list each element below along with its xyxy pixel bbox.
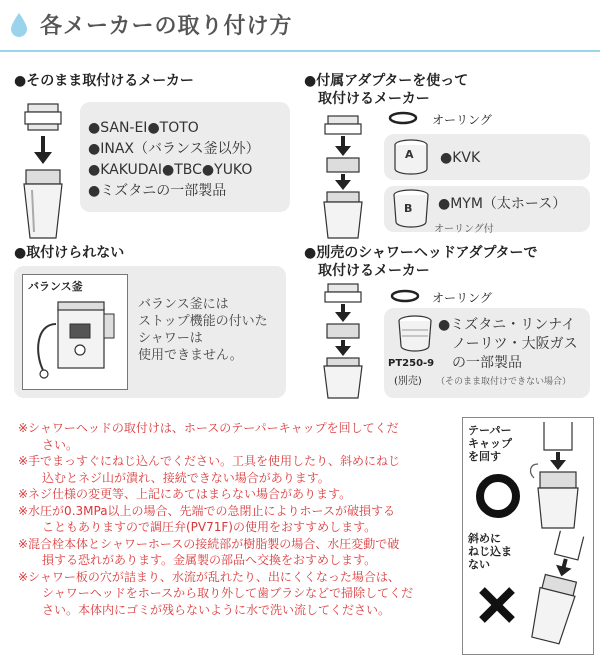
tip-line: キャップ xyxy=(468,437,512,450)
maker-kakudai-tbc-yuko: ●KAKUDAI●TBC●YUKO xyxy=(88,162,253,178)
taper-cap-illustration xyxy=(528,420,588,532)
message-line: バランス釜には xyxy=(138,297,229,312)
note-line: さい。 xyxy=(42,437,79,452)
adapter-section-title-line1: ●付属アダプターを使って xyxy=(304,73,469,89)
turn-cap-text xyxy=(468,424,512,463)
tip-line: テーパー xyxy=(468,424,512,437)
note-line: ※水圧が0.3MPa以上の場合、先端での急閉止によりホースが破損する xyxy=(18,503,395,518)
adapter-b-letter: B xyxy=(404,202,413,215)
separate-makers-note: （そのまま取付けできない場合） xyxy=(436,377,572,387)
balance-heater-label: バランス釜 xyxy=(28,280,83,293)
o-ring-icon xyxy=(388,111,418,125)
o-ring-icon xyxy=(390,289,420,303)
separate-section-title-line1: ●別売のシャワーヘッドアダプターで xyxy=(304,245,538,261)
maker-kvk: ●KVK xyxy=(440,150,481,166)
message-line: シャワーは xyxy=(138,331,203,346)
maker-line: ノーリツ・大阪ガス xyxy=(452,336,578,352)
message-line: 使用できません。 xyxy=(138,348,243,363)
separate-adapter-illustration xyxy=(310,282,380,400)
maker-line: の一部製品 xyxy=(452,355,522,371)
note-line: ※混合栓本体とシャワーホースの接続部が樹脂製の場合、水圧変動で破 xyxy=(18,536,400,551)
o-ring-label: オーリング xyxy=(432,113,492,127)
note-line: シャワーヘッドをホースから取り外して歯ブラシなどで掃除してくだ xyxy=(42,586,414,600)
direct-section-title: ●そのまま取付けるメーカー xyxy=(14,73,194,89)
adapter-a-letter: A xyxy=(405,148,414,161)
separate-makers-list xyxy=(438,316,578,373)
balance-heater-message xyxy=(138,296,268,364)
maker-mym: ●MYM（太ホース） xyxy=(438,196,567,212)
maker-mizutani-partial: ●ミズタニの一部製品 xyxy=(88,183,227,199)
note-line: 損する恐れがあります。金属製の部品へ交換をおすめします。 xyxy=(42,553,377,567)
no-diagonal-text xyxy=(468,532,512,571)
maker-inax: ●INAX（バランス釜以外） xyxy=(88,141,260,157)
diagonal-screwing-illustration xyxy=(528,530,588,650)
tip-line: ない xyxy=(468,558,490,571)
cannot-section-title: ●取付けられない xyxy=(14,245,125,261)
note-line: ※シャワー板の穴が詰まり、水流が乱れたり、出にくくなった場合は、 xyxy=(18,569,400,584)
tip-line: 斜めに xyxy=(468,532,501,545)
message-line: ストップ機能の付いた xyxy=(138,314,268,329)
note-line: さい。本体内にゴミが残らないように水で洗い流してください。 xyxy=(42,602,391,617)
maker-line: ●ミズタニ・リンナイ xyxy=(438,317,576,333)
note-line: ※ネジ仕様の変更等、上記にあてはまらない場合があります。 xyxy=(18,487,352,501)
adapter-model: PT250-9 xyxy=(388,358,435,369)
note-line: こともありますので調圧弁(PV71F)の使用をおすすめします。 xyxy=(42,520,377,534)
water-drop-icon xyxy=(10,12,28,38)
shower-connection-illustration xyxy=(10,100,76,240)
adapter-connection-illustration xyxy=(310,112,380,240)
notes-list xyxy=(18,420,450,618)
o-ring-included-note: オーリング付 xyxy=(434,224,494,235)
tip-line: ねじ込ま xyxy=(468,545,512,558)
adapter-model-note: (別売) xyxy=(394,376,422,387)
adapter-pt250-icon xyxy=(394,314,436,354)
balance-heater-illustration xyxy=(30,294,120,384)
tip-line: を回す xyxy=(468,450,501,463)
note-line: 込むとネジ山が潰れ、接続できない場合があります。 xyxy=(42,470,330,485)
page-title: 各メーカーの取り付け方 xyxy=(40,14,293,39)
incorrect-cross-icon xyxy=(476,584,518,626)
o-ring-label: オーリング xyxy=(432,291,492,305)
note-line: ※手でまっすぐにねじ込んでください。工具を使用したり、斜めにねじ xyxy=(18,454,401,468)
adapter-section-title-line2: 取付けるメーカー xyxy=(318,91,430,107)
maker-san-ei-toto: ●SAN-EI●TOTO xyxy=(88,120,199,136)
note-line: ※シャワーヘッドの取付けは、ホースのテーパーキャップを回してくだ xyxy=(18,421,399,435)
correct-circle-icon xyxy=(474,472,522,520)
separate-section-title-line2: 取付けるメーカー xyxy=(318,263,430,279)
